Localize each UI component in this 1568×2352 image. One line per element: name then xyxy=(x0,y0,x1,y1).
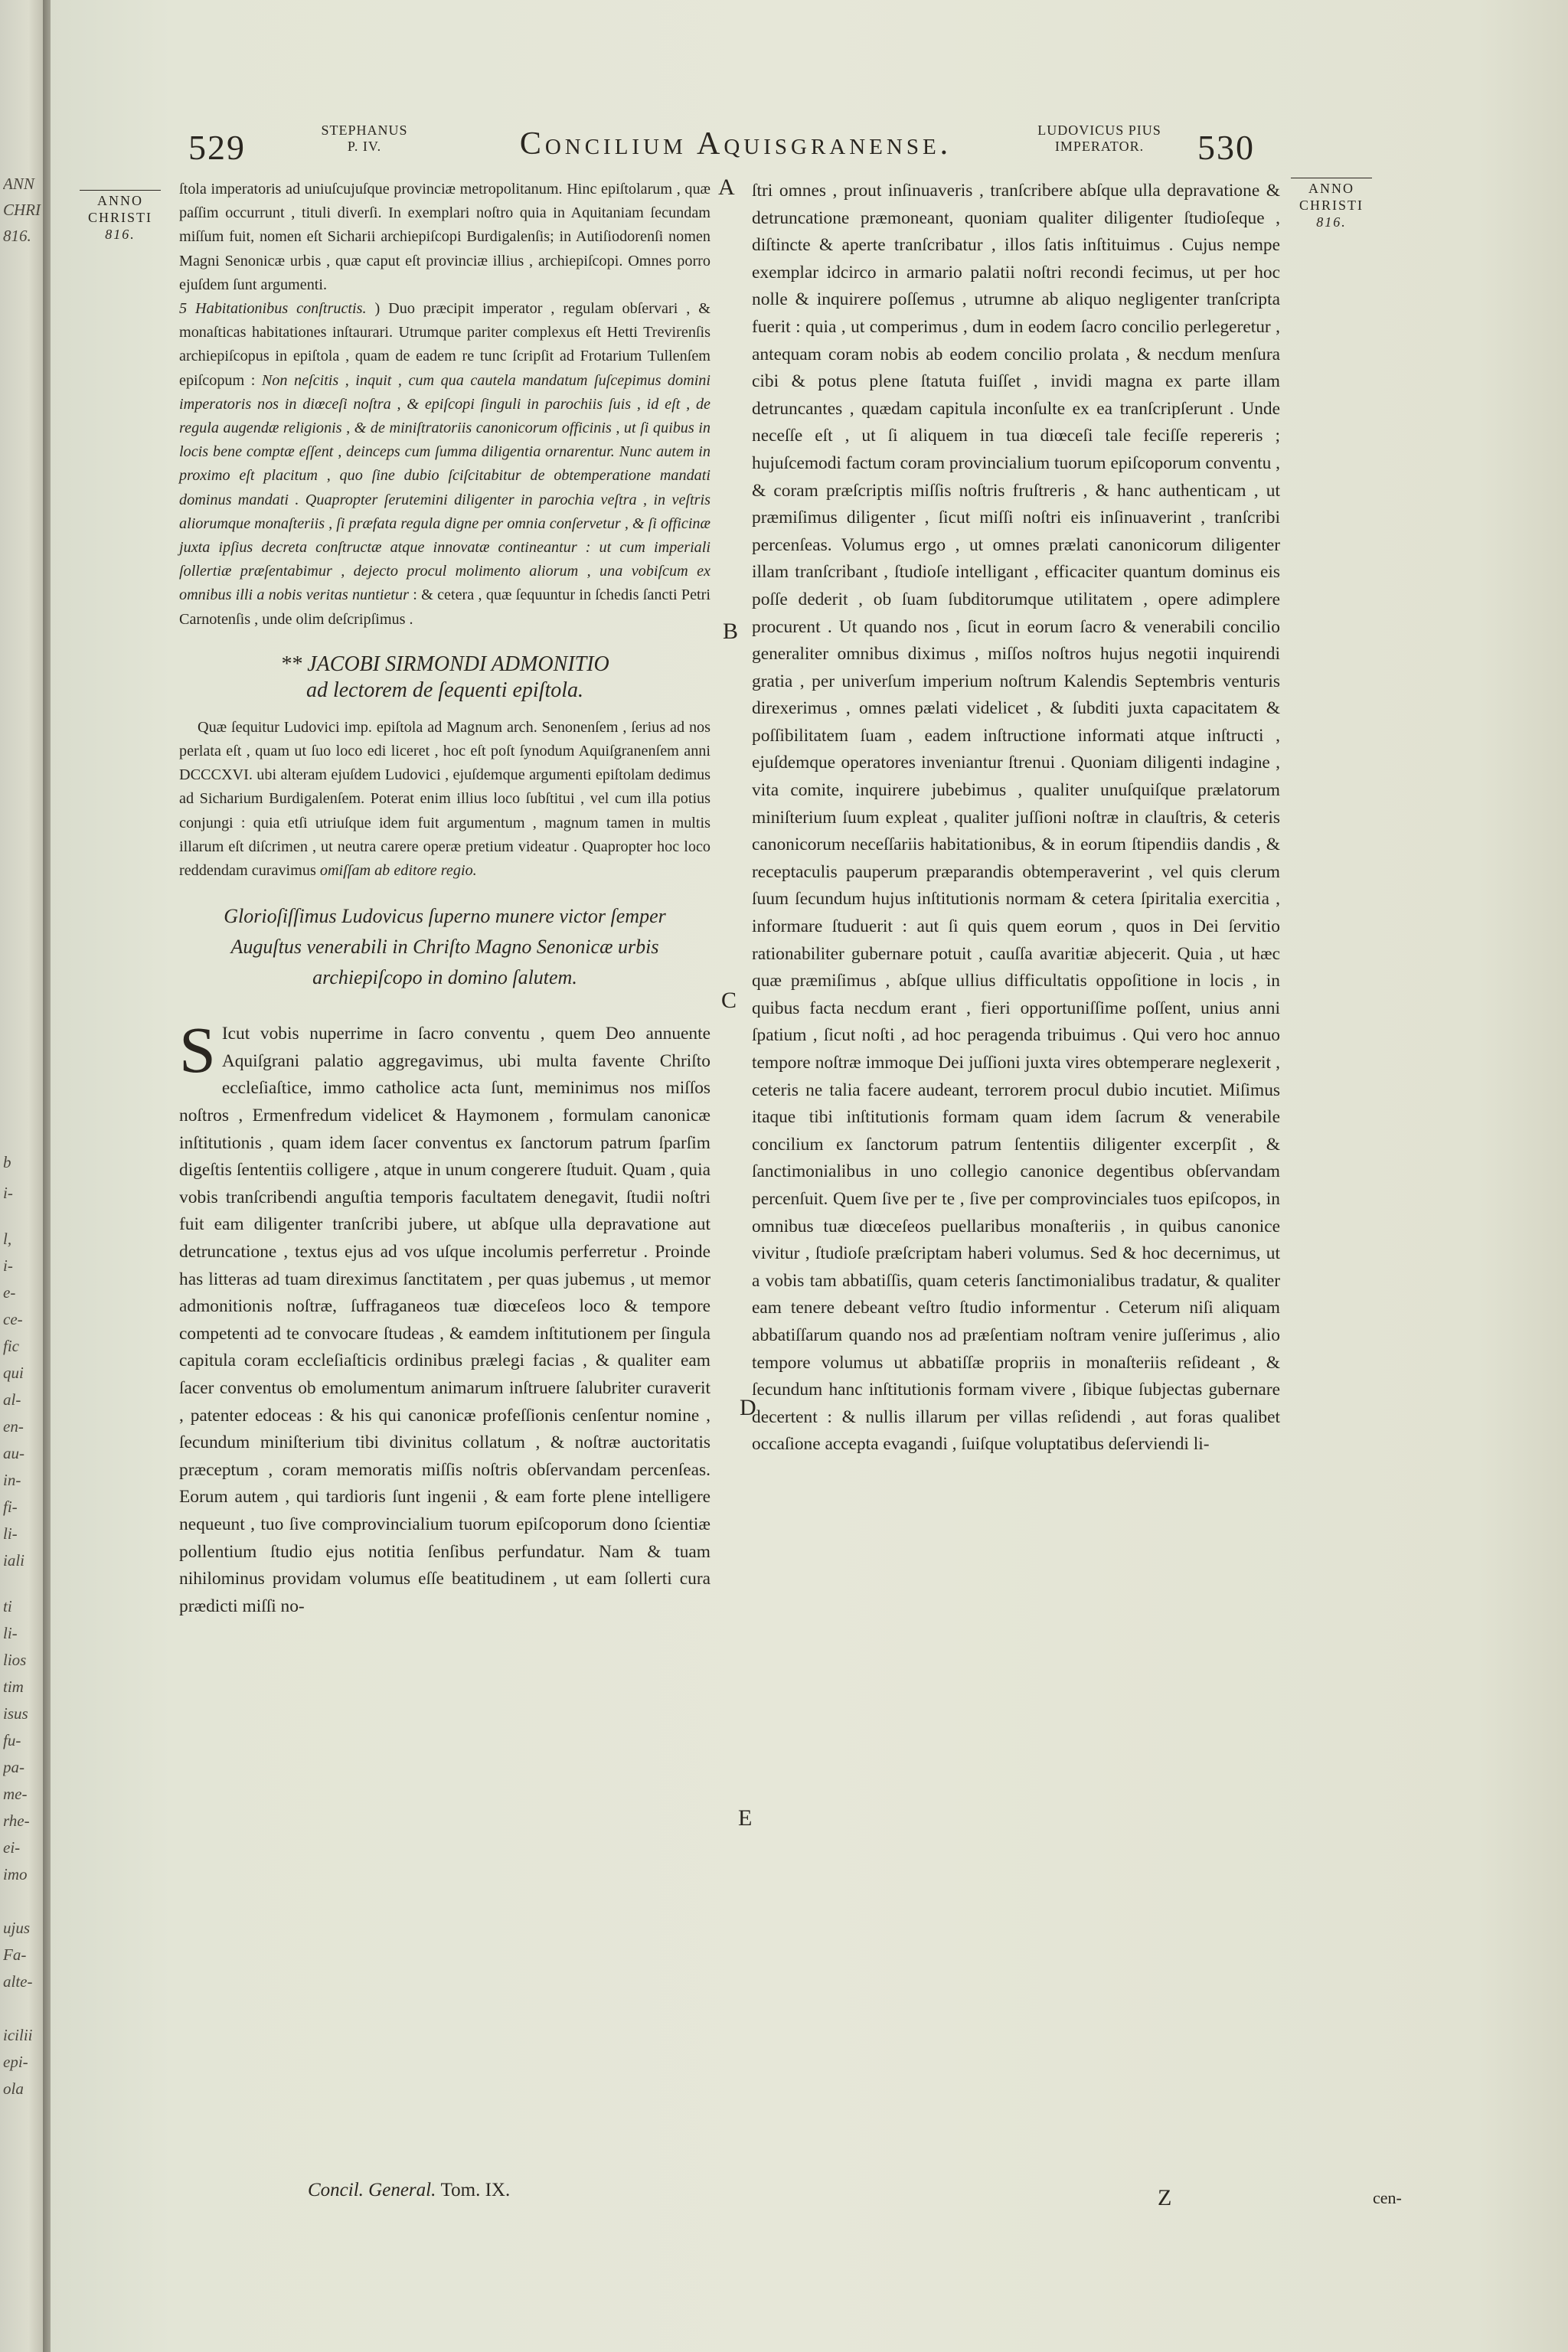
left-label-bottom: P. IV. xyxy=(347,139,382,154)
prev-margin-fragment: epi- xyxy=(3,2053,28,2071)
running-title: Concilium Aquisgranense. xyxy=(519,126,952,162)
prev-margin-fragment: fic xyxy=(3,1337,19,1355)
note-5-label: 5 Habitationibus conſtructis. xyxy=(179,300,367,318)
prev-margin-fragment: lios xyxy=(3,1651,27,1669)
prev-margin-fragment: fu- xyxy=(3,1731,21,1749)
left-column xyxy=(179,178,710,1620)
letter-salutation: Glorioſiſſimus Ludovicus ſuperno munere victor ſemper Auguſtus venerabili in Chriſto Magno Senonicæ urbis archiepiſcopo in domino ſalutem. xyxy=(224,905,666,989)
margin-marker-e: E xyxy=(738,1805,753,1831)
letter-continuation: ſtri omnes , prout inſinuaveris , tranſcribere abſque ulla depravatione & detruncatione præmoneant, quoniam qualiter diligenter ſtudioſeque , diſtincte & aperte tranſcribatur , illos ſatis inſtituimus . Cujus nempe exemplar idcirco in armario palatii noſtri recondi fecimus, ut per hoc nolle & inquirere poſſemus , utrumne ab aliquo negligenter tranſcripta fuerit : quia , ut comperimus , dum in eodem ſacro concilio perlegeretur , antequam coram nobis ab eodem concilio prolata , & necdum menſura cibi & potus plene ſtatuta fuiſſet , invidi magna ex parte illam detruncantes , quædam capitula inconſulte ex ea tranſcripſerunt . Unde neceſſe eſt , ut ſi aliquem in tua diœceſi tale feciſſe repereris ; hujuſcemodi factum coram provincialium tuorum epiſcoporum conventu , & coram præſcriptis miſſis noſtris fruſtreris , & hanc authenticam , ut præmiſimus diligenter , ſicut miſſi noſtri eis inſinuaverint , tranſcribi percenſeas. Volumus ergo , ut omnes prælati canonicorum diligenter illam tranſcribant , ſtudioſe intelligant , efficaciter quantum dominus eis poſſe dederit , ob ſuam ſubditorumque utilitatem , opere adimplere procurent . Ut quando nos , ſicut in eorum ſacro & venerabili concilio generaliter omnibus diximus , miſſos noſtros hujus negotii inquirendi gratia , per univerſum imperium noſtrum Kalendis Septembris venturis direxerimus , omnes pælati videlicet , & ſubditi juxta capacitatem & poſſibilitatem ſuam , eadem inſtructione informati atque inſtructi , ejuſdemque operatores inveniantur ſtrenui . Quoniam diligenti indagine , vita comite, inquirere jubebimus , qualiter unuſquiſque prælatorum miniſterium ſuum expleat , qualiter juſſioni noſtræ in clauſtris, & ceteris canonicorum neceſſariis habitationibus, & in eorum ſtipendiis dandis , & receptaculis pauperum præparandis obtemperaverint , vel quis clerum ſuum ſecundum hujus inſtitutionis normam & cetera ſpiritalia exercitia , informare ſtuduerit : aut ſi quis quem eorum , quos in Dei ſervitio rationabiliter gubernare potuit , cauſſa avaritiæ abjecerit. Quia , ut hæc quæ præmiſimus , abſque ullius difficultatis oppoſitione in locis , in quibus facta necdum erant , fieri opportuniſſime poſſent, unius anni ſpatium , ſicut noſti , ad hoc peragenda tribuimus . Qui vero hoc annuo tempore noſtræ immoque Dei juſſioni juxta vires obtemperare neglexerit , ceteris ne talia facere audeant, terrorem procul dubio incutiet. Miſimus itaque tibi inſtitutionis formam quam idem ſacrum & venerabile concilium ex ſanctorum patrum ſententiis diligenter excerpſit , & ſanctimonialibus in uno collegio canonice degentibus obſervandam percenſuit. Quem ſive per te , ſive per comprovinciales tuos epiſcopos, in omnibus tuæ diœceſeos puellaribus monaſteriis , in quibus canonice vivitur , ſtudioſe præſcriptam haberi volumus. Sed & hoc decernimus, ut a vobis tam abbatiſſis, quam ceteris ſanctimonialibus tradatur, & qualiter eam tenere debeant veſtro ſtudio informentur . Ceterum niſi aliquam abbatiſſarum quando nos ad præſentiam noſtram venire juſſerimus , alio tempore volumus ut abbatiſſæ propriis in monaſteriis reſideant , & ſecundum hanc inſtitutionis formam vivere , ſibique ſubjectas gubernare decertent : & nullis illarum per villas reſidendi , aut foras qualibet occaſione accepta evagandi , ſuiſque voluptatibus deſerviendi li- xyxy=(752,181,1280,1455)
left-label-top: STEPHANUS xyxy=(321,122,408,138)
prev-margin-fragment: al- xyxy=(3,1390,21,1409)
note-5-tail: : & cetera , quæ ſequuntur in ſchedis ſancti Petri Carnotenſis , unde olim deſcripſimus . xyxy=(179,586,711,628)
admonitio-heading-line2: ad lectorem de ſequenti epiſtola. xyxy=(305,678,584,702)
prev-margin-fragment: l, xyxy=(3,1230,12,1248)
margin-marker-d: D xyxy=(740,1395,756,1420)
prev-margin-fragment: CHRI xyxy=(3,201,41,219)
catchword: cen- xyxy=(1373,2188,1402,2207)
prev-margin-fragment: qui xyxy=(3,1364,24,1382)
right-running-label xyxy=(1000,122,1199,155)
prev-margin-fragment: ti xyxy=(3,1597,12,1615)
admonitio-tail: omiſſam ab editore regio. xyxy=(319,862,477,880)
prev-margin-fragment: rhe- xyxy=(3,1811,30,1830)
prev-margin-fragment: tim xyxy=(3,1677,24,1696)
prev-margin-fragment: ei- xyxy=(3,1838,21,1857)
prev-margin-fragment: iali xyxy=(3,1551,25,1570)
footer-tom: Tom. IX. xyxy=(440,2180,511,2200)
right-label-top: LUDOVICUS PIUS xyxy=(1037,122,1161,138)
christi-word: CHRISTI xyxy=(1298,198,1364,213)
prev-margin-fragment: fi- xyxy=(3,1498,18,1516)
prev-margin-fragment: icilii xyxy=(3,2026,33,2044)
note-5-text: ) Duo præcipit imperator , regulam obſervari , & monaſticas habitationes inſtaurari. Utrumque pariter complexus eſt Hetti Trevirenſis archiepiſcopus in epiſtola , quam de eadem re tunc ſcripſit ad Frotarium Tullenſem epiſcopum : xyxy=(179,300,711,389)
admonitio-heading-line1: ** JACOBI SIRMONDI ADMONITIO xyxy=(280,652,609,676)
prev-margin-fragment: 816. xyxy=(3,227,31,245)
margin-marker-c: C xyxy=(721,988,737,1013)
anno-christi-left xyxy=(75,190,165,243)
letter-body xyxy=(179,1013,710,1620)
admonitio-heading xyxy=(179,652,710,704)
prev-margin-fragment: Fa- xyxy=(3,1945,27,1964)
anno-word: ANNO xyxy=(1308,181,1354,196)
note-5 xyxy=(179,297,710,632)
prev-margin-fragment: b xyxy=(3,1153,11,1171)
prev-margin-fragment: imo xyxy=(3,1865,28,1883)
margin-marker-b: B xyxy=(723,619,739,644)
anno-year: 816. xyxy=(105,227,136,242)
footer-signature xyxy=(308,2180,510,2201)
prev-margin-fragment: me- xyxy=(3,1785,28,1803)
christi-word: CHRISTI xyxy=(87,210,152,225)
prev-margin-fragment: ujus xyxy=(3,1919,31,1937)
letter-text: Icut vobis nuperrime in ſacro conventu , quem Deo annuente Aquiſgrani palatio aggregavimus, ubi multa favente Chriſto eccleſiaſtice, immo catholice acta ſunt, meminimus nos miſſos noſtros , Ermenfredum videlicet & Haymonem , formulam canonicæ inſtitutionis , quam idem ſacer conventus ex ſanctorum patrum ſparſim digeſtis ſententiis colligere , atque in unum congerere ſtuduit. Quam , quia vobis tranſcribendi anguſtia temporis facultatem denegavit, ſtudii noſtri fuit eam diligenter tranſcribi jubere, ut abſque ulla depravatione aut detruncatione , textus ejus ad vos uſque incolumis perferretur . Proinde has litteras ad tuam direximus ſanctitatem , per quas jubemus , ut memor admonitionis noſtræ, ſuffraganeos tuæ diœceſeos loco & tempore competenti ad te convocare ſtudeas , & eamdem inſtitutionem per ſingula capitula coram eccleſiaſticis ordinibus prælegi facias , & qualiter eam ſacer conventus ob emolumentum animarum inſtruere ſalubriter curaverit , patenter edoceas : & his qui canonicæ profeſſionis cenſentur nomine , ſecundum miniſterium tibi divinitus collatum , & noſtræ auctoritatis præceptum , coram memoratis miſſis noſtris obſervandam percenſeas. Eorum autem , qui tardioris ſunt ingenii , & eam forte plene intelligere nequeunt , tuo ſive comprovincialium tuorum epiſcoporum dono ſcientiæ pollentium ſtudio ejus notitia ſenſibus perfundatur. Nam & tuam nihilominus providam volumus eſſe beatitudinem , ut eam ſollerti cura prædicti miſſi no- xyxy=(179,1024,710,1616)
anno-year: 816. xyxy=(1316,214,1347,230)
prev-margin-fragment: ola xyxy=(3,2079,24,2098)
right-column xyxy=(752,178,1280,1459)
prev-margin-fragment: alte- xyxy=(3,1972,33,1991)
margin-marker-a: A xyxy=(718,175,735,200)
note-continuation: ſtola imperatoris ad uniuſcujuſque provinciæ metropolitanum. Hinc epiſtolarum , quæ paſſim occurrunt , tituli diverſi. In exemplari noſtro quia in Aquitaniam ſecundam miſſum fuit, nomen eſt Sicharii archiepiſcopi Burdigalenſis; in Autiſiodorenſi nomen Magni Senonicæ urbis , quæ caput eſt provinciæ illius , archiepiſcopi. Omnes porro ejuſdem ſunt argumenti. xyxy=(179,181,710,293)
prev-margin-fragment: au- xyxy=(3,1444,24,1462)
footer-concil: Concil. General. xyxy=(308,2180,436,2200)
book-page xyxy=(51,0,1568,2352)
prev-margin-fragment: isus xyxy=(3,1704,28,1723)
prev-margin-fragment: e- xyxy=(3,1283,16,1302)
left-page-number: 529 xyxy=(188,128,246,167)
prev-margin-fragment: in- xyxy=(3,1471,21,1489)
prev-margin-fragment: ANN xyxy=(3,175,34,193)
anno-christi-right xyxy=(1286,178,1377,230)
prev-margin-fragment: pa- xyxy=(3,1758,24,1776)
dropcap: S xyxy=(179,1013,216,1087)
prev-margin-fragment: en- xyxy=(3,1417,24,1436)
prev-margin-fragment: i- xyxy=(3,1256,13,1275)
prev-margin-fragment: li- xyxy=(3,1524,18,1543)
prev-margin-fragment: ce- xyxy=(3,1310,23,1328)
right-label-bottom: IMPERATOR. xyxy=(1054,139,1145,154)
admonitio-text xyxy=(179,716,710,883)
anno-word: ANNO xyxy=(97,193,143,208)
note-5-quote: Non neſcitis , inquit , cum qua cautela mandatum ſuſcepimus domini imperatoris nos in diœceſi noſtra , & epiſcopi ſinguli in parochiis ſuis , id eſt , de regula augendæ religionis , & de miniſtratoriis canonicorum officinis , ut ſi quibus in locis bene comptæ eſſent , deinceps cum ſumma diligentia ornarentur. Nunc autem in proximo eſt placitum , quo ſine dubio ſciſcitabitur de obtemperatione mandati dominus mandati . Quapropter ſerutemini diligenter in parochia veſtra , in veſtris aliorumque monaſteriis , ſi præfata regula digne per omnia conſervetur , & ſi officinæ juxta ipſius decreta conſtructæ atque innovatæ contineantur : ut cum imperiali ſollertiæ præſentabimur , dejecto procul molimento aliorum , una vobiſcum ex omnibus illi a nobis veritas nuntietur xyxy=(179,371,711,604)
signature-mark: Z xyxy=(1158,2185,1172,2210)
right-page-number: 530 xyxy=(1197,128,1255,167)
previous-page-edge xyxy=(0,0,47,2352)
prev-margin-fragment: li- xyxy=(3,1624,18,1642)
prev-margin-fragment: i- xyxy=(3,1184,13,1202)
left-running-label xyxy=(280,122,449,155)
admonitio-body: Quæ ſequitur Ludovici imp. epiſtola ad Magnum arch. Senonenſem , ſerius ad nos perlata eſt , quam ut ſuo loco edi liceret , hoc eſt poſt ſynodum Aquiſgranenſem anni DCCCXVI. ubi alteram ejuſdem Ludovici , ejuſdemque argumenti epiſtolam dedimus ad Sicharium Burdigalenſem. Poterat enim illius loco ſubſtitui , vel cum illa potius conjungi : quia etſi utriuſque idem fuit argumentum , magnum tamen in multis illarum eſt diſcrimen , ut neutra carere operæ pretium videatur . Quapropter hoc loco reddendam curavimus xyxy=(179,718,710,880)
